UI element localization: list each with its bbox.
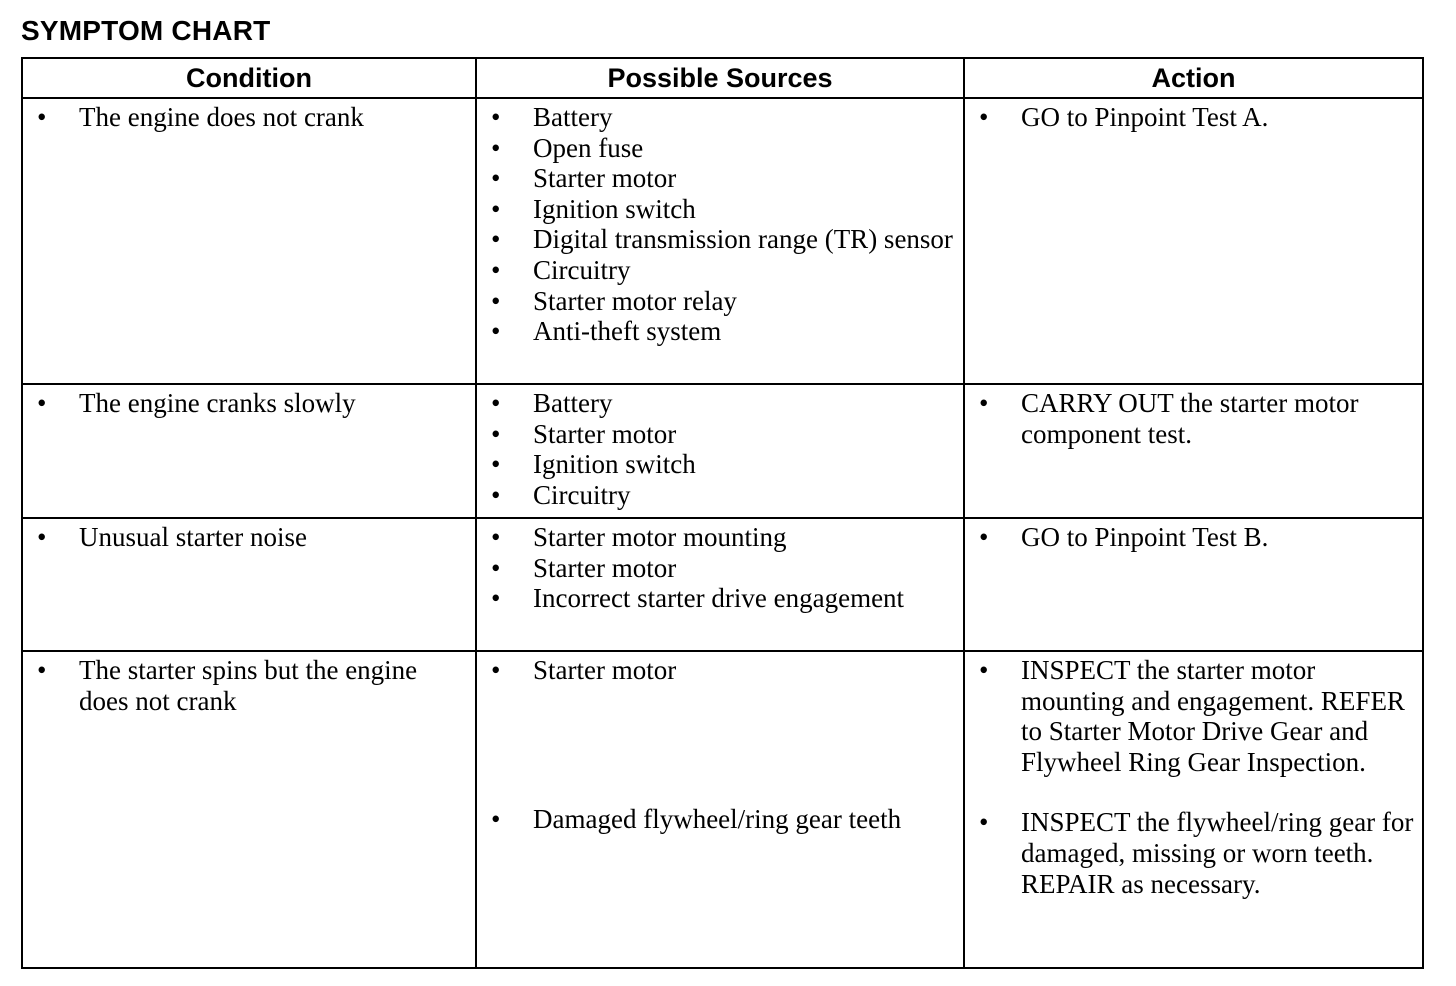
- source-item: • Circuitry: [477, 480, 963, 511]
- table-header-row: [22, 58, 1423, 98]
- action-spacer: [965, 777, 1422, 807]
- source-item: • Starter motor: [477, 163, 963, 194]
- action-item: • CARRY OUT the starter motor component test.: [965, 388, 1422, 449]
- condition-item: • Unusual starter noise: [23, 522, 475, 553]
- symptom-chart-table: [21, 57, 1424, 969]
- source-spacer: [477, 686, 963, 804]
- source-item: • Ignition switch: [477, 449, 963, 480]
- condition-cell: [22, 384, 476, 518]
- condition-cell: [22, 651, 476, 968]
- action-cell: [964, 651, 1423, 968]
- source-item: • Starter motor relay: [477, 286, 963, 317]
- source-item: • Damaged flywheel/ring gear teeth: [477, 804, 963, 835]
- condition-cell: [22, 518, 476, 651]
- sources-cell: [476, 651, 964, 968]
- column-header-condition: Condition: [22, 58, 476, 98]
- sources-cell: [476, 518, 964, 651]
- table-row: [22, 98, 1423, 384]
- action-item: • GO to Pinpoint Test B.: [965, 522, 1422, 553]
- action-cell: [964, 518, 1423, 651]
- source-item: • Ignition switch: [477, 194, 963, 225]
- page-title: SYMPTOM CHART: [21, 15, 271, 46]
- table-row: [22, 518, 1423, 651]
- table-row: [22, 384, 1423, 518]
- condition-cell: [22, 98, 476, 384]
- action-item: • GO to Pinpoint Test A.: [965, 102, 1422, 133]
- source-item: • Battery: [477, 102, 963, 133]
- action-item: • INSPECT the flywheel/ring gear for damaged, missing or worn teeth. REPAIR as necessary.: [965, 807, 1422, 899]
- source-item: • Starter motor mounting: [477, 522, 963, 553]
- sources-cell: [476, 98, 964, 384]
- source-item: • Open fuse: [477, 133, 963, 164]
- action-cell: [964, 98, 1423, 384]
- source-item: • Starter motor: [477, 655, 963, 686]
- condition-item: • The engine does not crank: [23, 102, 475, 133]
- condition-item: • The engine cranks slowly: [23, 388, 475, 419]
- column-header-possible-sources: Possible Sources: [476, 58, 964, 98]
- action-item: • INSPECT the starter motor mounting and engagement. REFER to Starter Motor Drive Gear and Flywheel Ring Gear Inspection.: [965, 655, 1422, 777]
- table-row: [22, 651, 1423, 968]
- source-item: • Digital transmission range (TR) sensor: [477, 224, 963, 255]
- source-item: • Battery: [477, 388, 963, 419]
- sources-cell: [476, 384, 964, 518]
- source-item: • Incorrect starter drive engagement: [477, 583, 963, 614]
- column-header-action: Action: [964, 58, 1423, 98]
- source-item: • Starter motor: [477, 553, 963, 584]
- source-item: • Starter motor: [477, 419, 963, 450]
- condition-item: • The starter spins but the engine does not crank: [23, 655, 475, 716]
- source-item: • Circuitry: [477, 255, 963, 286]
- action-cell: [964, 384, 1423, 518]
- source-item: • Anti-theft system: [477, 316, 963, 347]
